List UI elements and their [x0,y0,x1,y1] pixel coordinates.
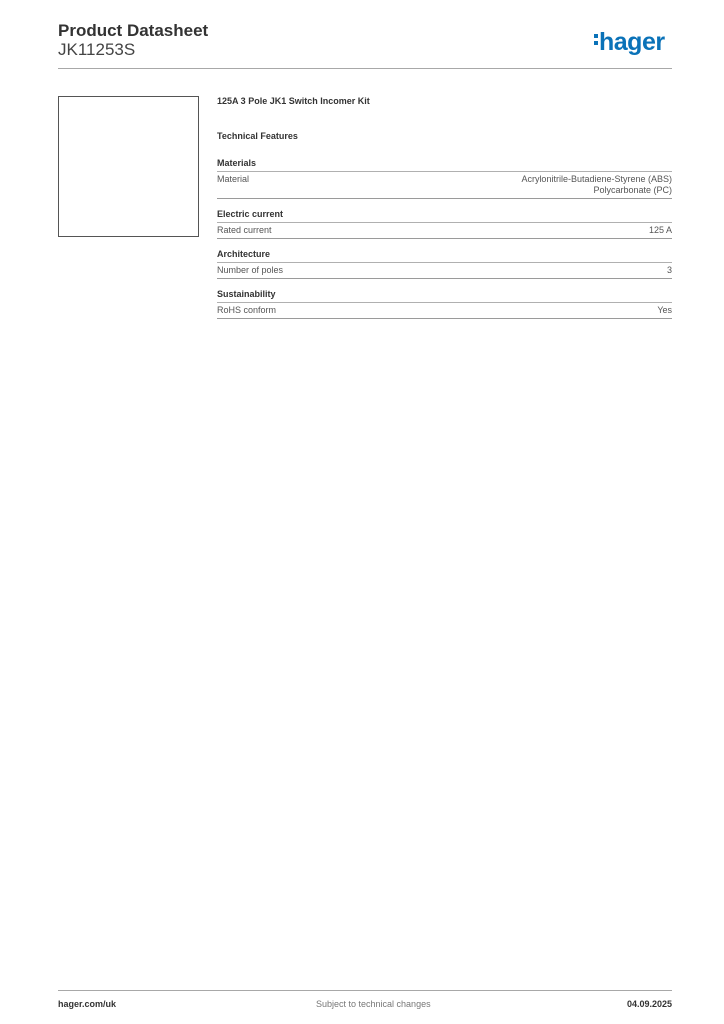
spec-row [217,263,672,279]
group-architecture [217,249,672,279]
group-electric-current [217,209,672,239]
spec-value: 125 A [648,225,672,235]
logo-colon-icon [594,31,598,48]
footer-website: hager.com/uk [58,999,117,1009]
spec-value-line: Acrylonitrile-Butadiene-Styrene (ABS) [521,174,672,184]
hager-logo [594,28,665,56]
logo-text: hager [599,28,665,56]
group-sustainability [217,289,672,319]
group-title: Electric current [217,209,672,223]
spec-label: Material [217,174,250,184]
spec-row [217,172,672,199]
product-image-placeholder [58,96,199,237]
content [217,96,672,319]
product-code: JK11253S [58,40,136,59]
header-divider [58,68,672,69]
group-title: Architecture [217,249,672,263]
document-title: Product Datasheet [58,21,209,40]
spec-label: Number of poles [217,265,284,275]
product-name: 125A 3 Pole JK1 Switch Incomer Kit [217,96,370,106]
spec-row [217,303,672,319]
spec-value: 3 [666,265,672,275]
footer-date: 04.09.2025 [626,999,672,1009]
group-title: Sustainability [217,289,672,303]
technical-features-title: Technical Features [217,131,298,141]
footer-notice: Subject to technical changes [316,999,431,1009]
spec-value [521,174,672,196]
spec-value-line: Polycarbonate (PC) [593,185,672,195]
group-title: Materials [217,158,672,172]
spec-label: Rated current [217,225,272,235]
footer-divider [58,990,672,991]
group-materials [217,158,672,199]
spec-value: Yes [657,305,672,315]
spec-row [217,223,672,239]
spec-label: RoHS conform [217,305,277,315]
